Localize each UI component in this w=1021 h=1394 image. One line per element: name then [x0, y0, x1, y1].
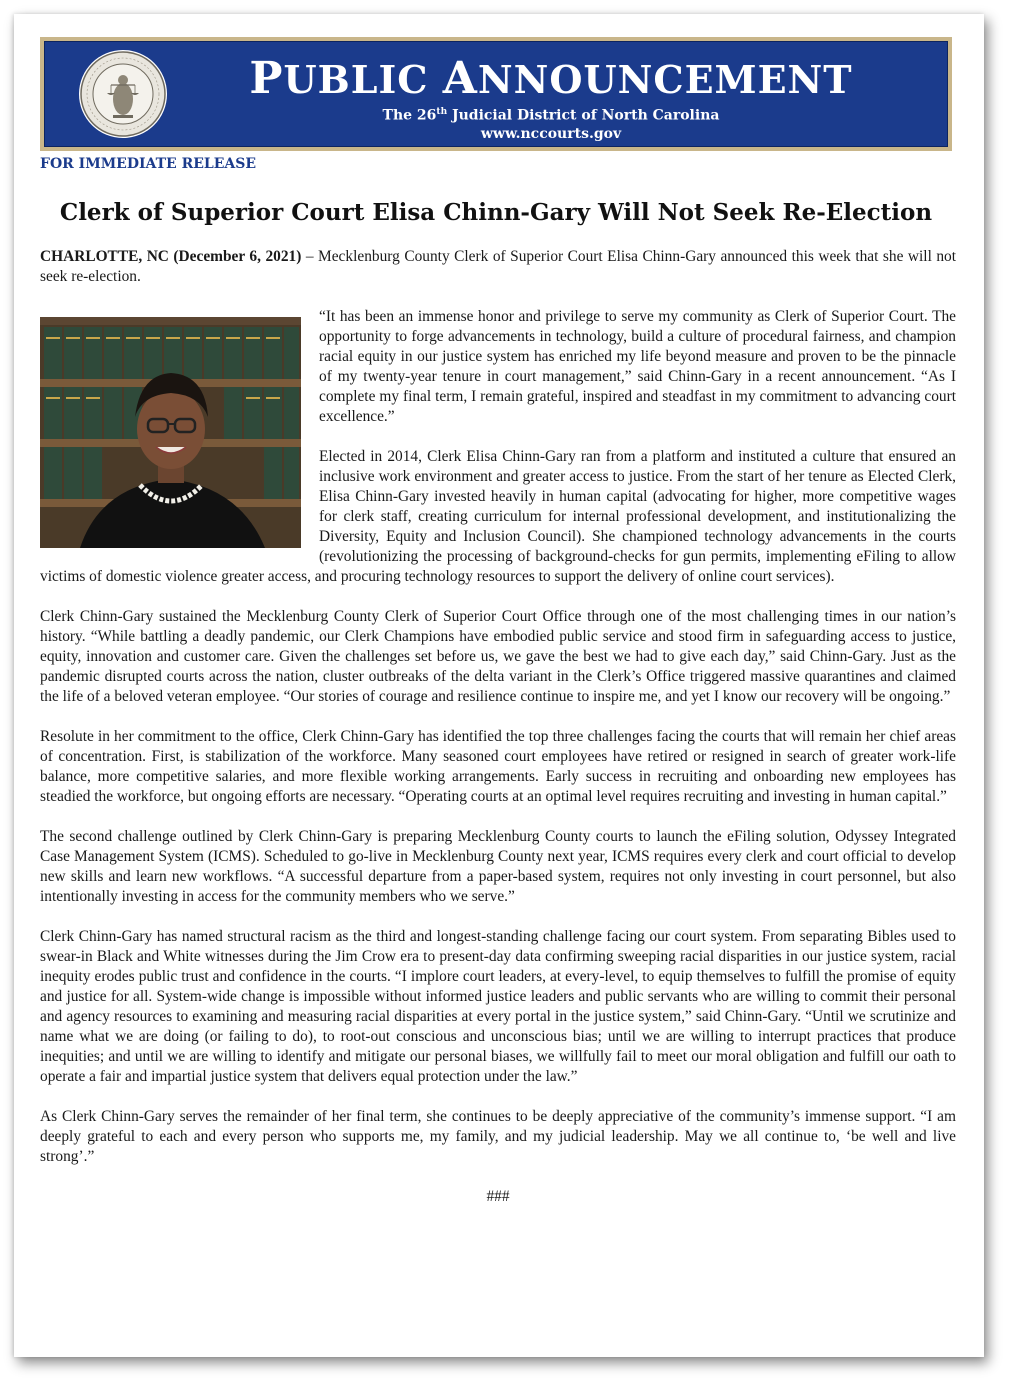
paragraph-2: Elected in 2014, Clerk Elisa Chinn-Gary ran from a platform and instituted a culture that ensured an inclusive work environment and greater access to justice. From the start of her tenure as Elected Clerk, Elisa Chinn-Gary invested heavily in human capital (advocating for higher, more competitive wages for clerk staff, creating curriculum for internal professional development, and institutionalizing the Diversity, Equity and Inclusion Council). She championed technology advancements in the courts (revolutionizing the processing of background-checks for gun permits, implementing eFiling to allow victims of domestic violence greater access, and procuring technology resources to support the delivery of online court services). [40, 448, 956, 585]
paragraph-1: “It has been an immense honor and privilege to serve my community as Clerk of Superior Court. The opportunity to forge advancements in technology, build a culture of procedural fairness, and champion racial equity in our justice system has enriched my life beyond measure and proven to be the pinnacle of my twenty-year tenure in court management,” said Chinn-Gary in a recent announcement. “As I complete my final term, I remain grateful, inspired and steadfast in my commitment to advancing court excellence.” [319, 308, 956, 425]
release-label: FOR IMMEDIATE RELEASE [40, 156, 257, 172]
paragraph-5: The second challenge outlined by Clerk Chinn-Gary is preparing Mecklenburg County courts to launch the eFiling solution, Odyssey Integrated Case Management System (ICMS). Scheduled to go-live in Mecklenburg County next year, ICMS requires every clerk and court official to develop new skills and learn new workflows. “A successful departure from a paper-based system, requires not only investing in court personnel, but also intentionally investing in access for the community members who we serve.” [40, 828, 956, 905]
article-body [40, 247, 956, 1207]
end-mark: ### [486, 1188, 510, 1205]
paragraph-6: Clerk Chinn-Gary has named structural racism as the third and longest-standing challenge facing our court system. From separating Bibles used to swear-in Black and White witnesses during the Jim Crow era to present-day data confirming sweeping racial disparities in our justice system, racial inequity erodes public trust and confidence in the courts. “I implore court leaders, at every-level, to equip themselves to fulfill the promise of equity and justice for all. System-wide change is impossible without informed justice leaders and public servants who are willing to commit their personal and agency resources to examining and measuring racial disparities at every portal in the justice system,” said Chinn-Gary. “Until we scrutinize and name what we are doing (or failing to do), to root-out conscious and unconscious bias; until we are willing to interrupt practices that produce inequities; and until we are willing to identify and mitigate our personal biases, we willfully fail to meet our moral obligation and fulfill our oath to operate a fair and impartial justice system that delivers equal protection under the law.” [40, 928, 956, 1085]
paragraph-4: Resolute in her commitment to the office, Clerk Chinn-Gary has identified the top three challenges facing the courts that will remain her chief areas of concentration. First, is stabilization of the workforce. Many seasoned court employees have retired or resigned in search of greater work-life balance, more competitive salaries, and more flexible working arrangements. Early success in recruiting and onboarding new employees has steadied the workforce, but ongoing efforts are necessary. “Operating courts at an optimal level requires recruiting and investing in human capital.” [40, 728, 956, 805]
banner-subtitle [215, 103, 887, 143]
lead-paragraph [40, 247, 956, 287]
lead-text: – Mecklenburg County Clerk of Superior Court Elisa Chinn-Gary announced this week that she will not seek re-election. [40, 248, 956, 285]
headline: Clerk of Superior Court Elisa Chinn-Gary Will Not Seek Re-Election [59, 199, 933, 226]
title-initial-2: A [442, 53, 478, 104]
press-release-page [14, 14, 984, 1357]
title-rest-1: UBLIC [283, 57, 443, 102]
district-sup: th [436, 107, 448, 117]
banner-title [215, 53, 887, 104]
district-post: Judicial District of North Carolina [447, 107, 720, 124]
dateline: CHARLOTTE, NC (December 6, 2021) [40, 248, 302, 265]
district-line [215, 103, 887, 125]
paragraph-7: As Clerk Chinn-Gary serves the remainder of her final term, she continues to be deeply appreciative of the community’s immense support. “I am deeply grateful to each and every person who supports me, my family, and my judicial leadership. May we all continue to, ‘be well and live strong’.” [40, 1108, 956, 1165]
title-initial-1: P [249, 53, 284, 104]
banner-panel [44, 41, 948, 147]
court-seal-icon [78, 49, 168, 139]
portrait-photo [40, 317, 301, 548]
district-pre: The 26 [382, 107, 437, 124]
website-url: www.nccourts.gov [480, 125, 622, 142]
title-rest-2: NNOUNCEMENT [477, 57, 853, 102]
announcement-banner [40, 37, 952, 151]
paragraph-3: Clerk Chinn-Gary sustained the Mecklenburg County Clerk of Superior Court Office through one of the most challenging times in our nation’s history. “While battling a deadly pandemic, our Clerk Champions have embodied public service and stood firm in safeguarding access to justice, equity, innovation and customer care. Given the challenges set before us, we gave the best we had to give each day,” said Chinn-Gary. Just as the pandemic disrupted courts across the nation, cluster outbreaks of the delta variant in the Clerk’s Office triggered massive quarantines and claimed the life of a beloved veteran employee. “Our stories of courage and resilience continue to inspire me, and yet I know our recovery will be ongoing.” [40, 608, 956, 705]
